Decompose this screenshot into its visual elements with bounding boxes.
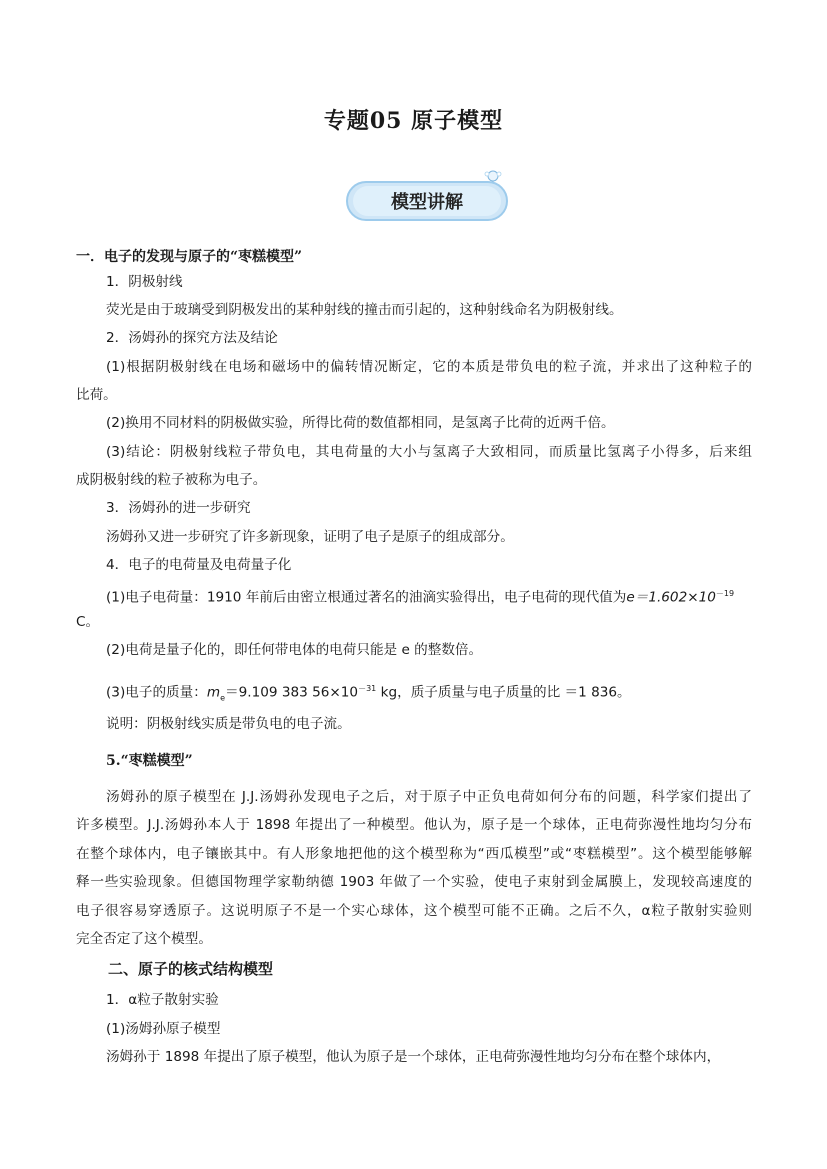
item2-p1-line2: 比荷。 xyxy=(76,387,117,403)
item5-line-2: 许多模型。J.J.汤姆孙本人于 1898 年提出了一种模型。他认为，原子是一个球体，正电荷弥漫性地均匀分布 xyxy=(76,817,752,833)
electron-charge-formula: e＝1.602×10 xyxy=(626,589,716,606)
document-title: 专题05 原子模型 xyxy=(323,108,504,134)
item2-p3-line1: (3)结论：阴极射线粒子带负电，其电荷量的大小与氢离子大致相同，而质量比氢离子小得多，后来组 xyxy=(106,444,752,460)
section2-sub1-title: (1)汤姆孙原子模型 xyxy=(106,1021,221,1037)
item5-line-3: 在整个球体内，电子镶嵌其中。有人形象地把他的这个模型称为“西瓜模型”或“枣糕模型”。这个模型能够解 xyxy=(76,846,752,862)
section2-item1-title: 1．α粒子散射实验 xyxy=(106,992,219,1008)
section2-heading: 二、原子的核式结构模型 xyxy=(108,960,274,978)
item4-title: 4．电子的电荷量及电荷量子化 xyxy=(106,557,292,573)
item5-title: 5.“枣糕模型” xyxy=(106,753,193,769)
item2-p3-line2: 成阴极射线的粒子被称为电子。 xyxy=(76,472,267,488)
item4-p2: (2)电荷是量子化的，即任何带电体的电荷只能是 e 的整数倍。 xyxy=(106,642,483,658)
item1-text: 荧光是由于玻璃受到阴极发出的某种射线的撞击而引起的，这种射线命名为阴极射线。 xyxy=(106,302,623,318)
item2-title: 2．汤姆孙的探究方法及结论 xyxy=(106,330,278,346)
item3-title: 3．汤姆孙的进一步研究 xyxy=(106,500,251,516)
item3-text: 汤姆孙又进一步研究了许多新现象，证明了电子是原子的组成部分。 xyxy=(106,529,514,545)
section1-heading: 一．电子的发现与原子的“枣糕模型” xyxy=(76,249,303,265)
item4-p1-line1: (1)电子电荷量：1910 年前后由密立根通过著名的油滴实验得出，电子电荷的现代值为$e=1.602\times 10^{-19}$ xyxy=(106,589,735,606)
section-badge xyxy=(343,170,511,224)
item5-line-4: 释一些实验现象。但德国物理学家勒纳德 1903 年做了一个实验，使电子束射到金属膜上，发现较高速度的 xyxy=(76,874,752,890)
item4-p1-line2: C。 xyxy=(76,614,100,630)
section2-sub1-text: 汤姆孙于 1898 年提出了原子模型，他认为原子是一个球体，正电荷弥漫性地均匀分布在整个球体内， xyxy=(106,1049,721,1065)
badge-label: 模型讲解 xyxy=(391,192,463,213)
item4-p3: (3)电子的质量：$m_e=9.109$ 383 $56\times 10^{-31}$ kg，质子质量与电子质量的比 ＝1 836。 xyxy=(106,684,631,703)
item5-line-6: 完全否定了这个模型。 xyxy=(76,931,212,947)
item5-line-5: 电子很容易穿透原子。这说明原子不是一个实心球体，这个模型可能不正确。之后不久，α粒子散射实验则 xyxy=(76,903,752,919)
item2-p2: (2)换用不同材料的阴极做实验，所得比荷的数值都相同，是氢离子比荷的近两千倍。 xyxy=(106,415,615,431)
note-text: 说明：阴极射线实质是带负电的电子流。 xyxy=(106,716,351,732)
item1-title: 1．阴极射线 xyxy=(106,274,183,290)
item5-line-1: 汤姆孙的原子模型在 J.J.汤姆孙发现电子之后，对于原子中正负电荷如何分布的问题，科学家们提出了 xyxy=(106,789,752,805)
item2-p1-line1: (1)根据阴极射线在电场和磁场中的偏转情况断定，它的本质是带负电的粒子流，并求出了这种粒子的 xyxy=(106,359,752,375)
